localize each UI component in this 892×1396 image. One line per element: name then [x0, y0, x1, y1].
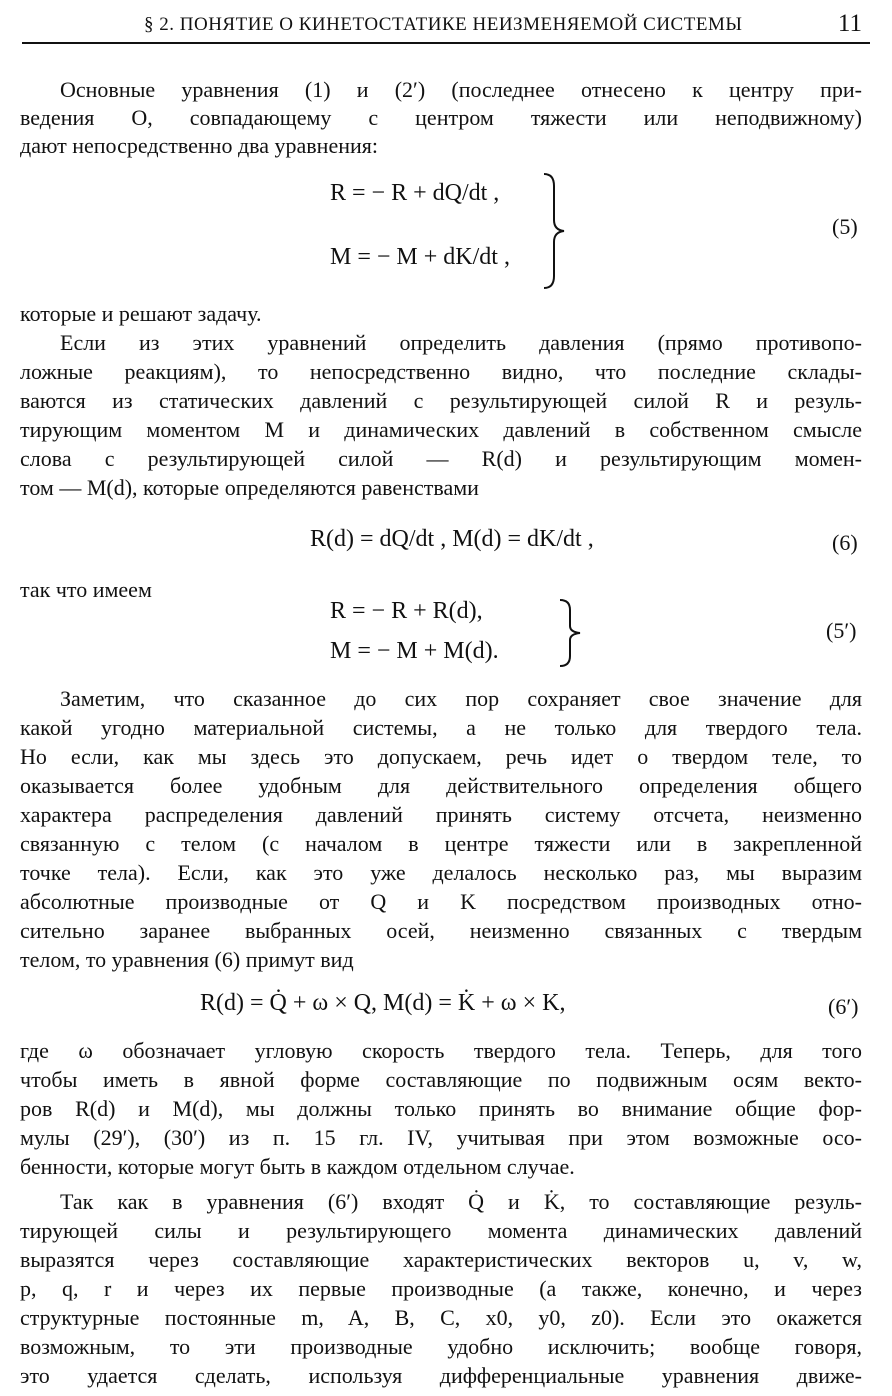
- para2-line-4: тирующим моментом M и динамических давлений в собственном смысле: [20, 417, 862, 442]
- equation-5prime-number: (5′): [826, 618, 857, 643]
- equation-5prime-line-1: R = − R + R(d),: [330, 598, 483, 624]
- para3-line-6: связанную с телом (с началом в центре тяжести или в закрепленной: [20, 831, 862, 856]
- para2-line-5: слова с результирующей силой — R(d) и результирующим момен-: [20, 446, 862, 471]
- para5-line-2: тирующей силы и результирующего момента динамических давлений: [20, 1218, 862, 1243]
- equation-5prime-brace: [556, 598, 586, 668]
- para3-line-2: какой угодно материальной системы, а не только для твердого тела.: [20, 715, 862, 740]
- equation-5-brace: [540, 172, 570, 290]
- equation-6-number: (6): [832, 530, 858, 555]
- para5-line-6: возможным, то эти производные удобно исключить; вообще говоря,: [20, 1334, 862, 1359]
- para3-line-7: точке тела). Если, как это уже делалось несколько раз, мы выразим: [20, 860, 862, 885]
- para1-line-1: Основные уравнения (1) и (2′) (последнее отнесено к центру при-: [60, 77, 862, 102]
- so-that-text: так что имеем: [20, 577, 152, 602]
- para3-line-8: абсолютные производные от Q и K посредством производных отно-: [20, 889, 862, 914]
- para5-line-5: структурные постоянные m, A, B, C, x0, y0, z0). Если это окажется: [20, 1305, 862, 1330]
- para2-line-2: ложные реакциям), то непосредственно видно, что последние склады-: [20, 359, 862, 384]
- equation-6prime-number: (6′): [828, 994, 859, 1019]
- equation-5-line-2: M = − M + dK/dt ,: [330, 244, 510, 270]
- para3-line-10: телом, то уравнения (6) примут вид: [20, 947, 354, 972]
- para5-line-1: Так как в уравнения (6′) входят Q̇ и K̇, то составляющие резуль-: [60, 1189, 862, 1214]
- para3-line-5: характера распределения давлений принять систему отсчета, неизменно: [20, 802, 862, 827]
- running-header: [22, 8, 870, 44]
- para4-line-2: чтобы иметь в явной форме составляющие по подвижным осям векто-: [20, 1067, 862, 1092]
- para5-line-4: p, q, r и через их первые производные (а также, конечно, и через: [20, 1276, 862, 1301]
- equation-6prime: R(d) = Q̇ + ω × Q, M(d) = K̇ + ω × K,: [200, 990, 566, 1016]
- equation-5-line-1: R = − R + dQ/dt ,: [330, 180, 500, 206]
- para4-line-4: мулы (29′), (30′) из п. 15 гл. IV, учитывая при этом возможные осо-: [20, 1125, 862, 1150]
- running-header-title: § 2. ПОНЯТИЕ О КИНЕТОСТАТИКЕ НЕИЗМЕНЯЕМОЙ СИСТЕМЫ: [144, 14, 743, 35]
- equation-5-number: (5): [832, 214, 858, 239]
- para1-line-3: дают непосредственно два уравнения:: [20, 133, 378, 158]
- para2-line-1: Если из этих уравнений определить давления (прямо противопо-: [60, 330, 862, 355]
- after-equation-5-text: которые и решают задачу.: [20, 301, 262, 326]
- para2-line-6: том — M(d), которые определяются равенствами: [20, 475, 479, 500]
- para4-line-5: бенности, которые могут быть в каждом отдельном случае.: [20, 1154, 575, 1179]
- para4-line-1: где ω обозначает угловую скорость твердого тела. Теперь, для того: [20, 1038, 862, 1063]
- para3-line-3: Но если, как мы здесь это допускаем, речь идет о твердом теле, то: [20, 744, 862, 769]
- para5-line-7: это удается сделать, используя дифференциальные уравнения движе-: [20, 1363, 862, 1388]
- para3-line-1: Заметим, что сказанное до сих пор сохраняет свое значение для: [60, 686, 862, 711]
- para3-line-9: сительно заранее выбранных осей, неизменно связанных с твердым: [20, 918, 862, 943]
- para3-line-4: оказывается более удобным для действительного определения общего: [20, 773, 862, 798]
- para1-line-2: ведения O, совпадающему с центром тяжести или неподвижному): [20, 105, 862, 130]
- para4-line-3: ров R(d) и M(d), мы должны только принять во внимание общие фор-: [20, 1096, 862, 1121]
- equation-5prime-line-2: M = − M + M(d).: [330, 638, 499, 664]
- equation-6: R(d) = dQ/dt , M(d) = dK/dt ,: [310, 526, 594, 552]
- para5-line-3: выразятся через составляющие характеристических векторов u, v, w,: [20, 1247, 862, 1272]
- page-number: 11: [837, 10, 862, 37]
- para2-line-3: ваются из статических давлений с результирующей силой R и резуль-: [20, 388, 862, 413]
